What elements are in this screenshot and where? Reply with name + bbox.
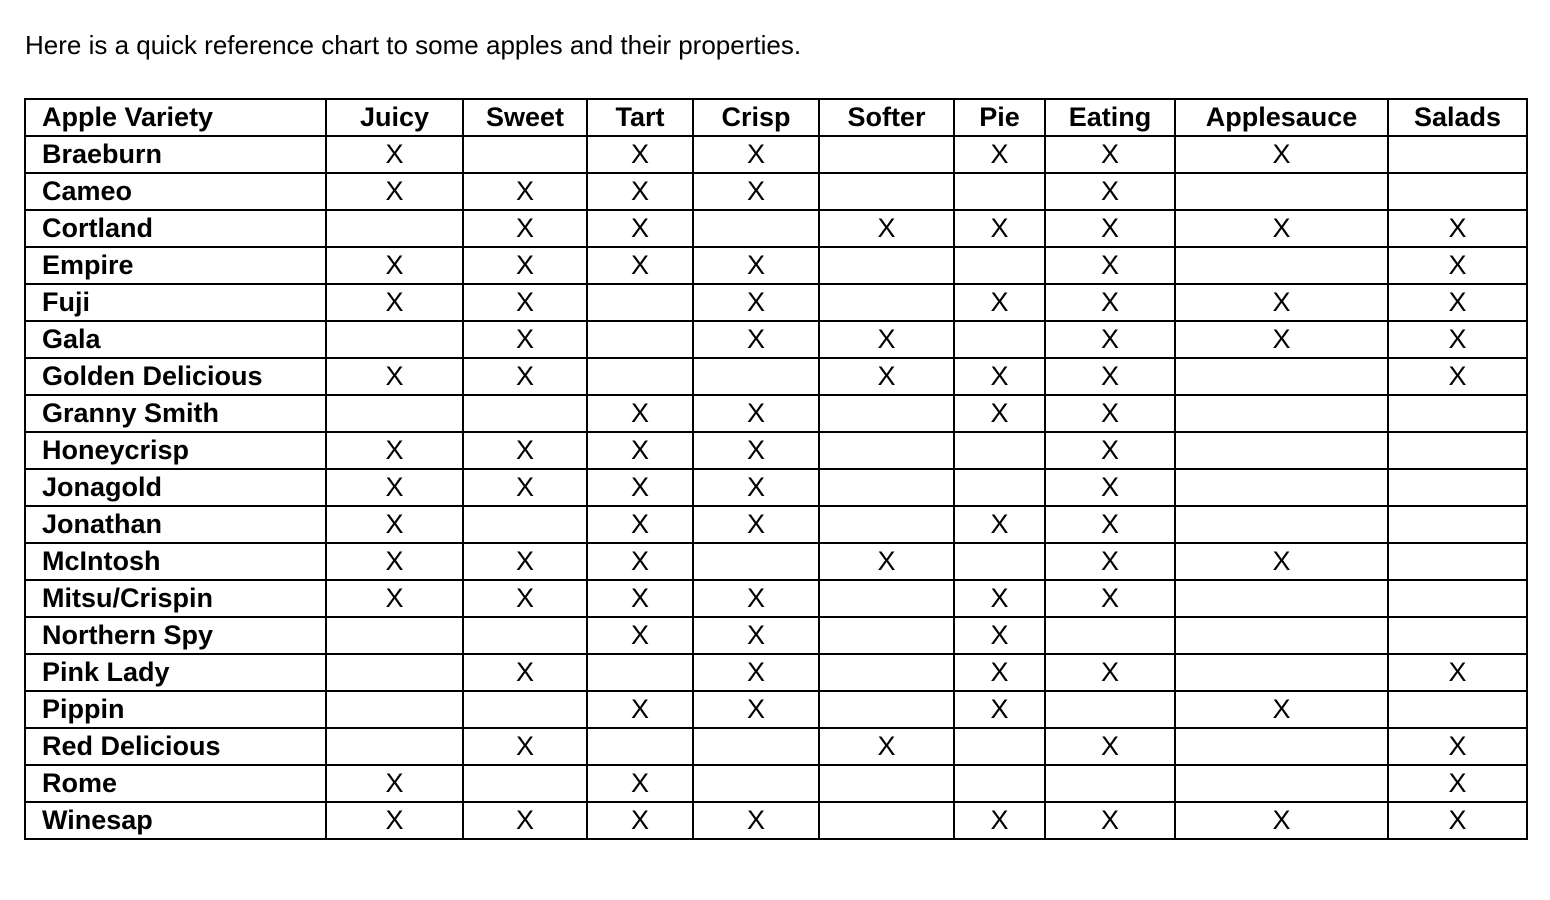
- header-tart: Tart: [587, 99, 693, 136]
- mark-sweet: [463, 691, 587, 728]
- table-row: [25, 543, 1527, 580]
- mark-sweet: X: [463, 543, 587, 580]
- mark-juicy: X: [326, 136, 463, 173]
- mark-sweet: X: [463, 580, 587, 617]
- mark-softer: [819, 173, 954, 210]
- mark-sweet: X: [463, 210, 587, 247]
- variety-name: Gala: [25, 321, 326, 358]
- mark-juicy: X: [326, 506, 463, 543]
- mark-sweet: X: [463, 284, 587, 321]
- mark-tart: X: [587, 173, 693, 210]
- table-row: [25, 247, 1527, 284]
- mark-eating: X: [1045, 506, 1175, 543]
- mark-juicy: [326, 321, 463, 358]
- mark-tart: X: [587, 617, 693, 654]
- mark-applesauce: X: [1175, 691, 1388, 728]
- mark-pie: X: [954, 395, 1045, 432]
- mark-eating: X: [1045, 728, 1175, 765]
- table-row: [25, 284, 1527, 321]
- mark-applesauce: X: [1175, 543, 1388, 580]
- mark-applesauce: [1175, 506, 1388, 543]
- mark-softer: X: [819, 358, 954, 395]
- table-row: [25, 654, 1527, 691]
- mark-softer: X: [819, 210, 954, 247]
- table-row: [25, 728, 1527, 765]
- mark-tart: X: [587, 469, 693, 506]
- table-row: [25, 395, 1527, 432]
- mark-juicy: X: [326, 580, 463, 617]
- mark-sweet: [463, 395, 587, 432]
- mark-applesauce: [1175, 617, 1388, 654]
- mark-eating: [1045, 765, 1175, 802]
- mark-tart: X: [587, 765, 693, 802]
- mark-pie: [954, 321, 1045, 358]
- mark-salads: X: [1388, 765, 1527, 802]
- table-row: [25, 432, 1527, 469]
- header-pie: Pie: [954, 99, 1045, 136]
- mark-pie: X: [954, 654, 1045, 691]
- mark-eating: X: [1045, 136, 1175, 173]
- mark-juicy: [326, 691, 463, 728]
- mark-tart: X: [587, 136, 693, 173]
- mark-crisp: X: [693, 469, 819, 506]
- mark-tart: [587, 728, 693, 765]
- mark-softer: [819, 617, 954, 654]
- mark-softer: [819, 691, 954, 728]
- mark-pie: X: [954, 358, 1045, 395]
- mark-sweet: X: [463, 321, 587, 358]
- variety-name: Cameo: [25, 173, 326, 210]
- mark-sweet: [463, 617, 587, 654]
- mark-eating: X: [1045, 580, 1175, 617]
- mark-crisp: X: [693, 654, 819, 691]
- mark-crisp: X: [693, 136, 819, 173]
- mark-applesauce: X: [1175, 210, 1388, 247]
- variety-name: Granny Smith: [25, 395, 326, 432]
- mark-applesauce: X: [1175, 284, 1388, 321]
- mark-juicy: X: [326, 247, 463, 284]
- mark-sweet: X: [463, 247, 587, 284]
- mark-sweet: X: [463, 728, 587, 765]
- mark-salads: X: [1388, 210, 1527, 247]
- variety-name: Red Delicious: [25, 728, 326, 765]
- mark-eating: X: [1045, 802, 1175, 839]
- mark-applesauce: [1175, 247, 1388, 284]
- mark-applesauce: [1175, 469, 1388, 506]
- mark-pie: [954, 247, 1045, 284]
- mark-pie: X: [954, 136, 1045, 173]
- variety-name: Pippin: [25, 691, 326, 728]
- mark-tart: [587, 321, 693, 358]
- mark-crisp: [693, 765, 819, 802]
- table-row: [25, 802, 1527, 839]
- mark-eating: X: [1045, 210, 1175, 247]
- table-row: [25, 321, 1527, 358]
- header-salads: Salads: [1388, 99, 1527, 136]
- mark-eating: X: [1045, 395, 1175, 432]
- mark-softer: [819, 506, 954, 543]
- mark-juicy: [326, 395, 463, 432]
- mark-salads: [1388, 543, 1527, 580]
- mark-pie: X: [954, 580, 1045, 617]
- variety-name: Honeycrisp: [25, 432, 326, 469]
- mark-crisp: X: [693, 691, 819, 728]
- header-eating: Eating: [1045, 99, 1175, 136]
- mark-sweet: X: [463, 432, 587, 469]
- variety-name: Empire: [25, 247, 326, 284]
- mark-juicy: X: [326, 358, 463, 395]
- mark-applesauce: X: [1175, 136, 1388, 173]
- mark-pie: X: [954, 284, 1045, 321]
- mark-salads: [1388, 469, 1527, 506]
- mark-salads: [1388, 580, 1527, 617]
- mark-applesauce: X: [1175, 802, 1388, 839]
- header-applesauce: Applesauce: [1175, 99, 1388, 136]
- table-row: [25, 506, 1527, 543]
- mark-eating: X: [1045, 284, 1175, 321]
- header-row: [25, 99, 1527, 136]
- header-apple-variety: Apple Variety: [25, 99, 326, 136]
- variety-name: Rome: [25, 765, 326, 802]
- mark-eating: X: [1045, 543, 1175, 580]
- variety-name: Pink Lady: [25, 654, 326, 691]
- mark-salads: X: [1388, 802, 1527, 839]
- variety-name: McIntosh: [25, 543, 326, 580]
- variety-name: Golden Delicious: [25, 358, 326, 395]
- mark-sweet: [463, 765, 587, 802]
- mark-softer: [819, 432, 954, 469]
- mark-tart: X: [587, 802, 693, 839]
- variety-name: Mitsu/Crispin: [25, 580, 326, 617]
- mark-salads: X: [1388, 728, 1527, 765]
- mark-juicy: [326, 617, 463, 654]
- mark-crisp: X: [693, 173, 819, 210]
- variety-name: Winesap: [25, 802, 326, 839]
- table-row: [25, 469, 1527, 506]
- mark-softer: [819, 395, 954, 432]
- table-row: [25, 210, 1527, 247]
- header-crisp: Crisp: [693, 99, 819, 136]
- table-row: [25, 173, 1527, 210]
- mark-tart: [587, 654, 693, 691]
- mark-applesauce: [1175, 173, 1388, 210]
- mark-crisp: X: [693, 802, 819, 839]
- mark-softer: [819, 654, 954, 691]
- mark-applesauce: [1175, 654, 1388, 691]
- variety-name: Fuji: [25, 284, 326, 321]
- mark-pie: [954, 432, 1045, 469]
- header-softer: Softer: [819, 99, 954, 136]
- mark-eating: X: [1045, 358, 1175, 395]
- mark-sweet: X: [463, 469, 587, 506]
- table-row: [25, 358, 1527, 395]
- mark-salads: [1388, 173, 1527, 210]
- mark-tart: X: [587, 691, 693, 728]
- mark-eating: X: [1045, 654, 1175, 691]
- mark-juicy: X: [326, 765, 463, 802]
- mark-crisp: X: [693, 432, 819, 469]
- mark-sweet: [463, 506, 587, 543]
- mark-eating: X: [1045, 432, 1175, 469]
- table-body: [25, 136, 1527, 839]
- mark-salads: [1388, 136, 1527, 173]
- mark-tart: X: [587, 247, 693, 284]
- mark-juicy: X: [326, 284, 463, 321]
- mark-pie: [954, 173, 1045, 210]
- mark-applesauce: [1175, 432, 1388, 469]
- mark-applesauce: [1175, 358, 1388, 395]
- mark-salads: [1388, 395, 1527, 432]
- header-sweet: Sweet: [463, 99, 587, 136]
- mark-crisp: [693, 728, 819, 765]
- variety-name: Jonathan: [25, 506, 326, 543]
- mark-juicy: X: [326, 469, 463, 506]
- mark-salads: [1388, 617, 1527, 654]
- mark-eating: X: [1045, 321, 1175, 358]
- mark-tart: X: [587, 395, 693, 432]
- table-row: [25, 580, 1527, 617]
- mark-salads: X: [1388, 247, 1527, 284]
- table-row: [25, 691, 1527, 728]
- mark-tart: X: [587, 210, 693, 247]
- mark-applesauce: [1175, 580, 1388, 617]
- header-juicy: Juicy: [326, 99, 463, 136]
- mark-tart: X: [587, 543, 693, 580]
- mark-pie: [954, 765, 1045, 802]
- mark-crisp: X: [693, 580, 819, 617]
- mark-applesauce: [1175, 728, 1388, 765]
- table-row: [25, 136, 1527, 173]
- mark-salads: [1388, 691, 1527, 728]
- mark-juicy: X: [326, 802, 463, 839]
- mark-salads: X: [1388, 654, 1527, 691]
- intro-text: Here is a quick reference chart to some apples and their properties.: [25, 30, 802, 60]
- mark-softer: X: [819, 543, 954, 580]
- mark-sweet: X: [463, 173, 587, 210]
- mark-pie: [954, 728, 1045, 765]
- mark-crisp: [693, 543, 819, 580]
- mark-crisp: X: [693, 617, 819, 654]
- mark-pie: X: [954, 802, 1045, 839]
- mark-applesauce: [1175, 395, 1388, 432]
- mark-juicy: X: [326, 173, 463, 210]
- mark-eating: [1045, 617, 1175, 654]
- mark-pie: X: [954, 210, 1045, 247]
- mark-eating: X: [1045, 247, 1175, 284]
- mark-salads: X: [1388, 358, 1527, 395]
- variety-name: Cortland: [25, 210, 326, 247]
- mark-softer: [819, 284, 954, 321]
- mark-juicy: X: [326, 432, 463, 469]
- mark-salads: X: [1388, 321, 1527, 358]
- mark-sweet: X: [463, 802, 587, 839]
- mark-softer: [819, 765, 954, 802]
- mark-sweet: [463, 136, 587, 173]
- mark-sweet: X: [463, 654, 587, 691]
- mark-pie: X: [954, 617, 1045, 654]
- mark-softer: [819, 136, 954, 173]
- mark-applesauce: [1175, 765, 1388, 802]
- mark-crisp: [693, 358, 819, 395]
- variety-name: Braeburn: [25, 136, 326, 173]
- mark-softer: [819, 247, 954, 284]
- mark-sweet: X: [463, 358, 587, 395]
- mark-tart: X: [587, 580, 693, 617]
- mark-applesauce: X: [1175, 321, 1388, 358]
- mark-juicy: [326, 728, 463, 765]
- mark-salads: [1388, 432, 1527, 469]
- mark-juicy: [326, 210, 463, 247]
- mark-pie: X: [954, 506, 1045, 543]
- mark-crisp: [693, 210, 819, 247]
- mark-crisp: X: [693, 395, 819, 432]
- mark-crisp: X: [693, 247, 819, 284]
- mark-softer: X: [819, 321, 954, 358]
- mark-tart: [587, 284, 693, 321]
- apple-properties-table: [24, 98, 1528, 840]
- mark-juicy: [326, 654, 463, 691]
- mark-salads: [1388, 506, 1527, 543]
- mark-juicy: X: [326, 543, 463, 580]
- mark-tart: X: [587, 432, 693, 469]
- mark-salads: X: [1388, 284, 1527, 321]
- mark-softer: [819, 802, 954, 839]
- variety-name: Northern Spy: [25, 617, 326, 654]
- mark-pie: [954, 543, 1045, 580]
- variety-name: Jonagold: [25, 469, 326, 506]
- mark-eating: [1045, 691, 1175, 728]
- mark-softer: [819, 469, 954, 506]
- mark-crisp: X: [693, 321, 819, 358]
- mark-crisp: X: [693, 506, 819, 543]
- mark-pie: [954, 469, 1045, 506]
- mark-softer: X: [819, 728, 954, 765]
- mark-eating: X: [1045, 469, 1175, 506]
- table-row: [25, 765, 1527, 802]
- mark-tart: X: [587, 506, 693, 543]
- mark-softer: [819, 580, 954, 617]
- mark-tart: [587, 358, 693, 395]
- mark-crisp: X: [693, 284, 819, 321]
- mark-pie: X: [954, 691, 1045, 728]
- table-row: [25, 617, 1527, 654]
- mark-eating: X: [1045, 173, 1175, 210]
